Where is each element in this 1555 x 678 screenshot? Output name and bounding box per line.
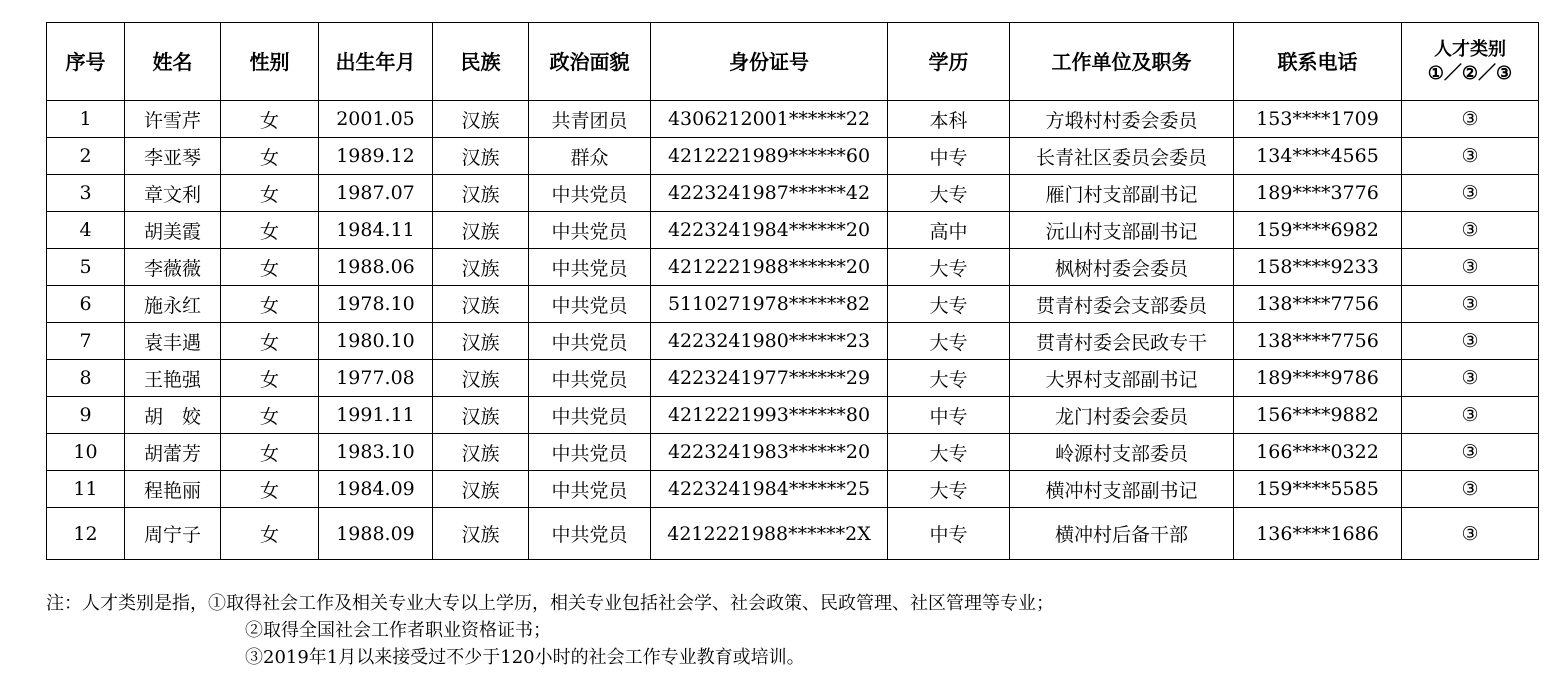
cell-talent-category: ③ (1402, 360, 1539, 397)
cell-serial: 1 (47, 101, 125, 138)
cell-ethnicity: 汉族 (433, 323, 529, 360)
cell-name: 王艳强 (125, 360, 221, 397)
cell-name: 袁丰遇 (125, 323, 221, 360)
table-row (47, 471, 1539, 508)
cell-id-number: 4223241987******42 (651, 175, 888, 212)
cell-workplace: 沅山村支部副书记 (1010, 212, 1234, 249)
cell-birth: 1978.10 (319, 286, 433, 323)
table-row (47, 434, 1539, 471)
cell-political-status: 中共党员 (529, 397, 651, 434)
cell-phone: 166****0322 (1234, 434, 1402, 471)
cell-workplace: 雁门村支部副书记 (1010, 175, 1234, 212)
cell-serial: 12 (47, 508, 125, 560)
cell-education: 大专 (888, 434, 1010, 471)
cell-birth: 1988.06 (319, 249, 433, 286)
cell-education: 中专 (888, 508, 1010, 560)
cell-serial: 10 (47, 434, 125, 471)
footnote-line-3: ③2019年1月以来接受过不少于120小时的社会工作专业教育或培训。 (245, 647, 805, 668)
cell-name: 胡美霞 (125, 212, 221, 249)
cell-gender: 女 (221, 508, 319, 560)
cell-political-status: 中共党员 (529, 249, 651, 286)
cell-birth: 1989.12 (319, 138, 433, 175)
cell-serial: 2 (47, 138, 125, 175)
cell-ethnicity: 汉族 (433, 138, 529, 175)
cell-workplace: 贯青村委会支部委员 (1010, 286, 1234, 323)
cell-serial: 4 (47, 212, 125, 249)
cell-id-number: 4223241980******23 (651, 323, 888, 360)
cell-birth: 1991.11 (319, 397, 433, 434)
cell-phone: 136****1686 (1234, 508, 1402, 560)
cell-birth: 1983.10 (319, 434, 433, 471)
cell-id-number: 4212221988******2X (651, 508, 888, 560)
cell-id-number: 4212221993******80 (651, 397, 888, 434)
cell-name: 章文利 (125, 175, 221, 212)
header-workplace: 工作单位及职务 (1010, 23, 1234, 101)
cell-talent-category: ③ (1402, 101, 1539, 138)
cell-education: 中专 (888, 397, 1010, 434)
cell-talent-category: ③ (1402, 175, 1539, 212)
cell-serial: 6 (47, 286, 125, 323)
cell-political-status: 共青团员 (529, 101, 651, 138)
cell-id-number: 4223241977******29 (651, 360, 888, 397)
cell-birth: 1977.08 (319, 360, 433, 397)
cell-id-number: 4223241984******20 (651, 212, 888, 249)
cell-serial: 9 (47, 397, 125, 434)
cell-political-status: 中共党员 (529, 175, 651, 212)
cell-name: 周宁子 (125, 508, 221, 560)
cell-name: 许雪芹 (125, 101, 221, 138)
cell-birth: 2001.05 (319, 101, 433, 138)
cell-ethnicity: 汉族 (433, 471, 529, 508)
cell-talent-category: ③ (1402, 434, 1539, 471)
header-talent-category-line1: 人才类别 (1434, 38, 1506, 60)
cell-gender: 女 (221, 249, 319, 286)
header-talent-category (1402, 23, 1539, 101)
cell-ethnicity: 汉族 (433, 360, 529, 397)
cell-serial: 11 (47, 471, 125, 508)
cell-political-status: 中共党员 (529, 360, 651, 397)
header-name: 姓名 (125, 23, 221, 101)
cell-workplace: 枫树村委会委员 (1010, 249, 1234, 286)
cell-ethnicity: 汉族 (433, 212, 529, 249)
cell-gender: 女 (221, 175, 319, 212)
cell-gender: 女 (221, 101, 319, 138)
cell-birth: 1980.10 (319, 323, 433, 360)
header-gender: 性别 (221, 23, 319, 101)
table-row (47, 101, 1539, 138)
cell-id-number: 4306212001******22 (651, 101, 888, 138)
table-row (47, 360, 1539, 397)
cell-birth: 1988.09 (319, 508, 433, 560)
cell-ethnicity: 汉族 (433, 101, 529, 138)
cell-education: 高中 (888, 212, 1010, 249)
footnote-line-2: ②取得全国社会工作者职业资格证书； (245, 620, 551, 641)
header-education: 学历 (888, 23, 1010, 101)
cell-ethnicity: 汉族 (433, 249, 529, 286)
cell-phone: 158****9233 (1234, 249, 1402, 286)
cell-talent-category: ③ (1402, 286, 1539, 323)
table-row (47, 175, 1539, 212)
cell-education: 大专 (888, 471, 1010, 508)
cell-phone: 134****4565 (1234, 138, 1402, 175)
header-political-status: 政治面貌 (529, 23, 651, 101)
cell-talent-category: ③ (1402, 508, 1539, 560)
cell-id-number: 4223241984******25 (651, 471, 888, 508)
header-serial: 序号 (47, 23, 125, 101)
cell-gender: 女 (221, 286, 319, 323)
cell-political-status: 群众 (529, 138, 651, 175)
cell-workplace: 长青社区委员会委员 (1010, 138, 1234, 175)
cell-ethnicity: 汉族 (433, 397, 529, 434)
cell-workplace: 横冲村后备干部 (1010, 508, 1234, 560)
cell-political-status: 中共党员 (529, 323, 651, 360)
cell-gender: 女 (221, 434, 319, 471)
cell-education: 大专 (888, 175, 1010, 212)
table-body (47, 101, 1539, 560)
header-phone: 联系电话 (1234, 23, 1402, 101)
cell-education: 大专 (888, 360, 1010, 397)
cell-workplace: 大界村支部副书记 (1010, 360, 1234, 397)
cell-name: 程艳丽 (125, 471, 221, 508)
cell-gender: 女 (221, 323, 319, 360)
cell-education: 大专 (888, 286, 1010, 323)
cell-ethnicity: 汉族 (433, 175, 529, 212)
talent-roster-table (46, 22, 1539, 560)
cell-ethnicity: 汉族 (433, 286, 529, 323)
cell-talent-category: ③ (1402, 397, 1539, 434)
cell-phone: 138****7756 (1234, 286, 1402, 323)
cell-political-status: 中共党员 (529, 286, 651, 323)
cell-gender: 女 (221, 471, 319, 508)
cell-political-status: 中共党员 (529, 212, 651, 249)
cell-talent-category: ③ (1402, 212, 1539, 249)
header-talent-category-line2: ①／②／③ (1427, 62, 1513, 84)
cell-political-status: 中共党员 (529, 471, 651, 508)
cell-phone: 138****7756 (1234, 323, 1402, 360)
cell-id-number: 4223241983******20 (651, 434, 888, 471)
table-row (47, 249, 1539, 286)
cell-phone: 159****6982 (1234, 212, 1402, 249)
cell-education: 大专 (888, 323, 1010, 360)
header-id-number: 身份证号 (651, 23, 888, 101)
cell-ethnicity: 汉族 (433, 508, 529, 560)
cell-serial: 3 (47, 175, 125, 212)
cell-serial: 8 (47, 360, 125, 397)
cell-id-number: 4212221988******20 (651, 249, 888, 286)
cell-workplace: 横冲村支部副书记 (1010, 471, 1234, 508)
cell-gender: 女 (221, 360, 319, 397)
cell-phone: 189****3776 (1234, 175, 1402, 212)
cell-gender: 女 (221, 138, 319, 175)
cell-education: 大专 (888, 249, 1010, 286)
cell-political-status: 中共党员 (529, 508, 651, 560)
header-birth: 出生年月 (319, 23, 433, 101)
cell-gender: 女 (221, 212, 319, 249)
table-row (47, 397, 1539, 434)
cell-education: 本科 (888, 101, 1010, 138)
table-row (47, 286, 1539, 323)
cell-talent-category: ③ (1402, 249, 1539, 286)
cell-serial: 5 (47, 249, 125, 286)
cell-workplace: 岭源村支部委员 (1010, 434, 1234, 471)
header-ethnicity: 民族 (433, 23, 529, 101)
cell-talent-category: ③ (1402, 138, 1539, 175)
cell-talent-category: ③ (1402, 471, 1539, 508)
cell-serial: 7 (47, 323, 125, 360)
cell-ethnicity: 汉族 (433, 434, 529, 471)
cell-birth: 1987.07 (319, 175, 433, 212)
cell-workplace: 贯青村委会民政专干 (1010, 323, 1234, 360)
cell-name: 李亚琴 (125, 138, 221, 175)
cell-phone: 156****9882 (1234, 397, 1402, 434)
cell-workplace: 方塅村村委会委员 (1010, 101, 1234, 138)
table-row (47, 508, 1539, 560)
cell-phone: 153****1709 (1234, 101, 1402, 138)
cell-name: 李薇薇 (125, 249, 221, 286)
cell-phone: 189****9786 (1234, 360, 1402, 397)
cell-gender: 女 (221, 397, 319, 434)
cell-workplace: 龙门村委会委员 (1010, 397, 1234, 434)
cell-name: 胡蕾芳 (125, 434, 221, 471)
cell-education: 中专 (888, 138, 1010, 175)
table-row (47, 323, 1539, 360)
cell-birth: 1984.09 (319, 471, 433, 508)
table-header-row (47, 23, 1539, 101)
cell-political-status: 中共党员 (529, 434, 651, 471)
footnote (46, 590, 1536, 671)
cell-phone: 159****5585 (1234, 471, 1402, 508)
table-row (47, 138, 1539, 175)
cell-id-number: 5110271978******82 (651, 286, 888, 323)
footnote-line-1: 注：人才类别是指，①取得社会工作及相关专业大专以上学历，相关专业包括社会学、社会政策、民政管理、社区管理等专业； (46, 593, 1054, 614)
cell-name: 胡 姣 (125, 397, 221, 434)
cell-talent-category: ③ (1402, 323, 1539, 360)
cell-id-number: 4212221989******60 (651, 138, 888, 175)
cell-name: 施永红 (125, 286, 221, 323)
table-row (47, 212, 1539, 249)
cell-birth: 1984.11 (319, 212, 433, 249)
